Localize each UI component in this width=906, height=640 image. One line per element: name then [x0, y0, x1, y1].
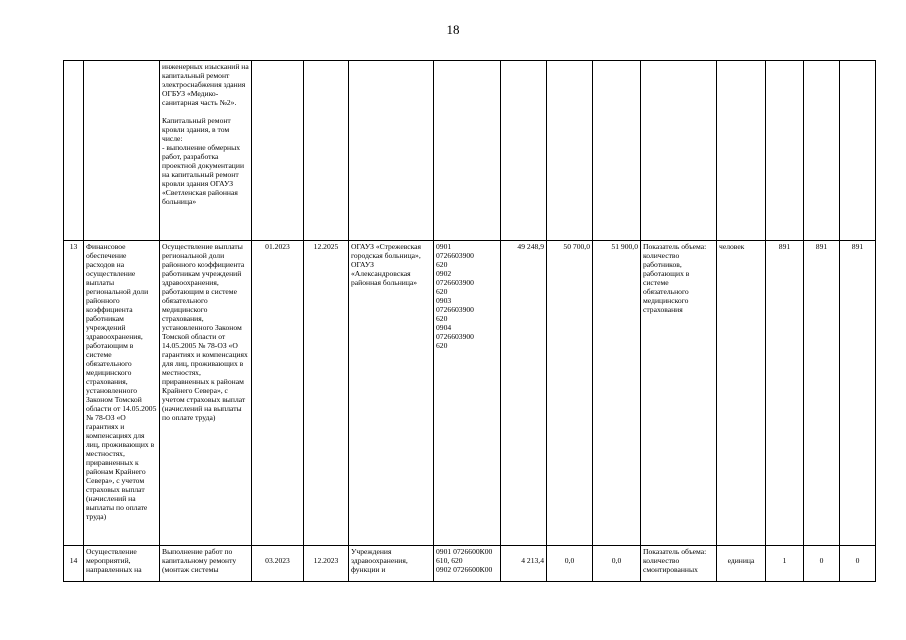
cell-end: 12.2023	[304, 546, 349, 582]
cell-sum2: 50 700,0	[547, 241, 593, 546]
cell-v3: 0	[840, 546, 876, 582]
cell-start: 01.2023	[252, 241, 304, 546]
cell-sum3: 51 900,0	[593, 241, 641, 546]
cell-sum3	[593, 61, 641, 241]
cell-indicator: Показатель объема: количество смонтированных	[641, 546, 717, 582]
cell-executor: Учреждения здравоохранения, функции и	[349, 546, 434, 582]
cell-sum2: 0,0	[547, 546, 593, 582]
cell-sum1: 4 213,4	[501, 546, 547, 582]
cell-description: инженерных изысканий на капитальный ремонт электроснабжения здания ОГБУЗ «Медико-санитарная часть №2». Капитальный ремонт кровли здания, в том числе: - выполнение обмерных работ, разработка проектной документации на капитальный ремонт кровли здания ОГАУЗ «Светленская районная больница»	[160, 61, 252, 241]
cell-v2: 0	[804, 546, 840, 582]
cell-event	[84, 61, 160, 241]
cell-v2	[804, 61, 840, 241]
cell-v3	[840, 61, 876, 241]
cell-v1	[766, 61, 804, 241]
cell-indicator: Показатель объема: количество работников, работающих в системе обязательного медицинского страхования	[641, 241, 717, 546]
cell-sum3: 0,0	[593, 546, 641, 582]
cell-kbk: 0901 0726600К00 610, 620 0902 0726600К00	[434, 546, 501, 582]
cell-start	[252, 61, 304, 241]
table-row-14	[64, 546, 876, 582]
cell-v1: 1	[766, 546, 804, 582]
cell-sum1: 49 248,9	[501, 241, 547, 546]
cell-event: Финансовое обеспечение расходов на осуществление выплаты региональной доли районного коэффициента работникам учреждений здравоохранения, работающим в системе обязательного медицинского страхования, установленного Законом Томской области от 14.05.2005 № 78-ОЗ «О гарантиях и компенсациях для лиц, проживающих в местностях, приравненных к районам Крайнего Севера», с учетом страховых выплат (начислений на выплаты по оплате труда)	[84, 241, 160, 546]
cell-num: 14	[64, 546, 84, 582]
table-row-continuation	[64, 61, 876, 241]
cell-executor	[349, 61, 434, 241]
cell-event: Осуществление мероприятий, направленных на	[84, 546, 160, 582]
cell-kbk: 0901 0726603900 620 0902 0726603900 620 0903 0726603900 620 0904 0726603900 620	[434, 241, 501, 546]
cell-end: 12.2025	[304, 241, 349, 546]
cell-end	[304, 61, 349, 241]
cell-kbk	[434, 61, 501, 241]
cell-v3: 891	[840, 241, 876, 546]
cell-start: 03.2023	[252, 546, 304, 582]
cell-sum1	[501, 61, 547, 241]
program-table	[63, 60, 876, 582]
cell-sum2	[547, 61, 593, 241]
cell-num: 13	[64, 241, 84, 546]
cell-executor: ОГАУЗ «Стрежевская городская больница», ОГАУЗ «Александровская районная больница»	[349, 241, 434, 546]
cell-num	[64, 61, 84, 241]
cell-description: Выполнение работ по капитальному ремонту (монтаж системы	[160, 546, 252, 582]
table-row-13	[64, 241, 876, 546]
cell-unit	[717, 61, 766, 241]
cell-v1: 891	[766, 241, 804, 546]
cell-description: Осуществление выплаты региональной доли районного коэффициента работникам учреждений здравоохранения, работающим в системе обязательного медицинского страхования, установленного Законом Томской области от 14.05.2005 № 78-ОЗ «О гарантиях и компенсациях для лиц, проживающих в местностях, приравненных к районам Крайнего Севера», с учетом страховых выплат (начислений на выплаты по оплате труда)	[160, 241, 252, 546]
cell-unit: человек	[717, 241, 766, 546]
cell-unit: единица	[717, 546, 766, 582]
cell-indicator	[641, 61, 717, 241]
cell-v2: 891	[804, 241, 840, 546]
page-number: 18	[446, 22, 460, 37]
